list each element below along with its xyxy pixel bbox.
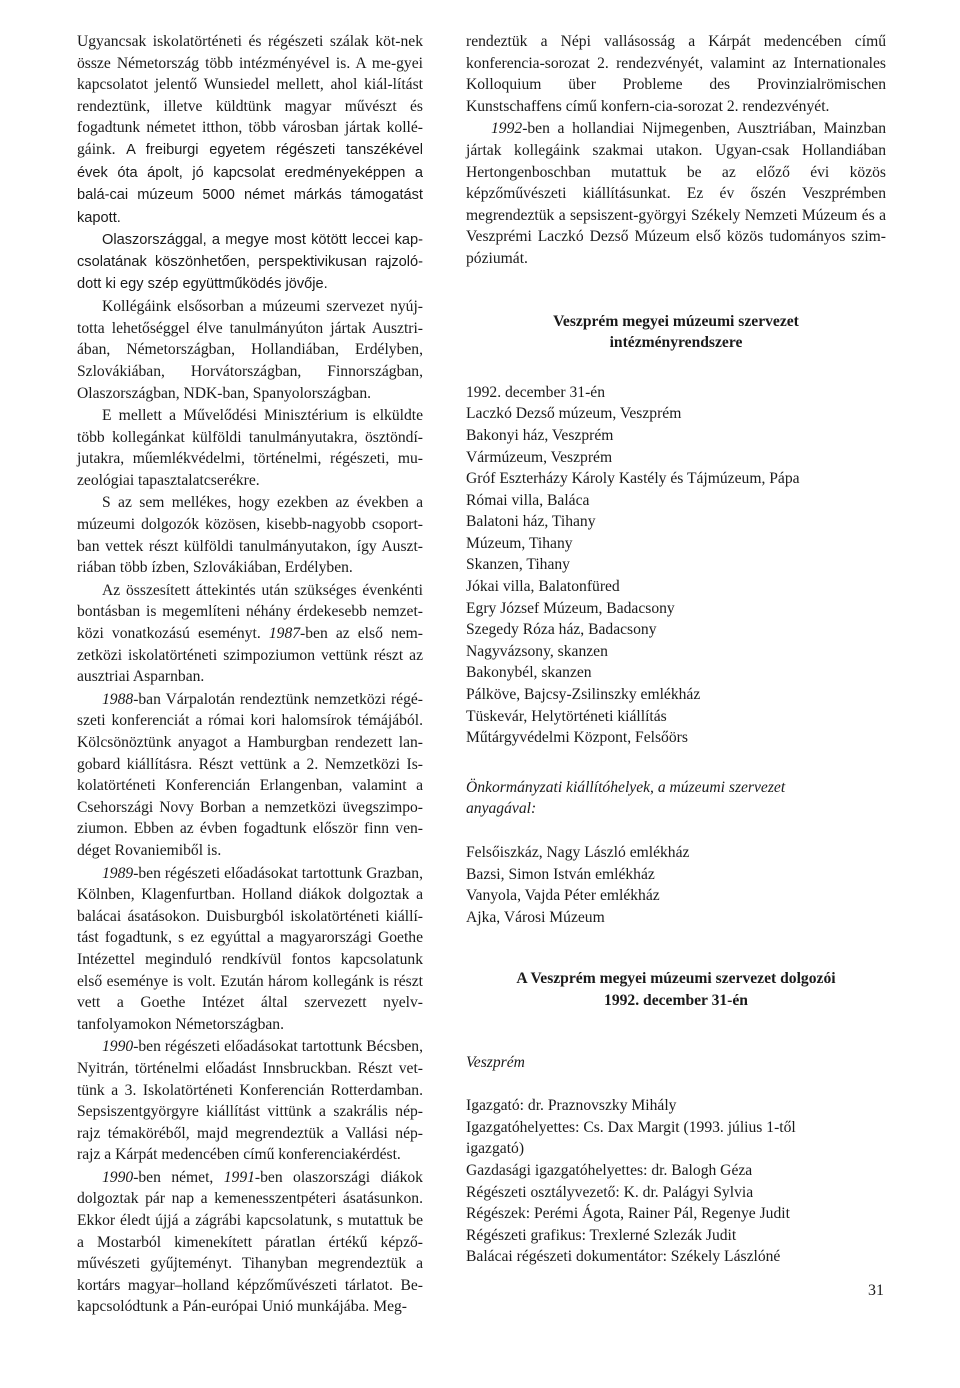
list-item: Régészek: Perémi Ágota, Rainer Pál, Regenye Judit [466,1205,790,1223]
subsection-heading: anyagával: [466,800,537,818]
year: 1990 [102,1168,134,1186]
paragraph-text: -ben régészeti előadásokat tartottunk Grazban, Kölnben, Klagenfurtban. Holland diákok dolgoztak a balácai ásatásokon. Duisburgból iskolatörténeti kiállí-tást fogadtunk, s ez egyúttal a magyarországi Goethe Intézettel meginduló rendkívül fontos kapcsolatunk első eseménye is volt. Ezután három kollegánk is részt vett a Goethe Intézet által szervezett nyelv-tanfolyamokon Németországban. [77,864,423,1033]
paragraph: Olaszországgal, a megye most kötött leccei kap-csolatának köszönhetően, perspektivikusan rajzoló-dott ki egy szép együttműködés jövője. [77,232,423,292]
list-item: Gazdasági igazgatóhelyettes: dr. Balogh Géza [466,1161,753,1179]
list-item: Balatoni ház, Tihany [466,513,596,531]
list-item: Igazgatóhelyettes: Cs. Dax Margit (1993. július 1-től [466,1118,796,1136]
list-item: Jókai villa, Balatonfüred [466,578,620,596]
list-item: Gróf Eszterházy Károly Kastély és Tájmúzeum, Pápa [466,470,800,488]
paragraph: rendeztük a Népi vallásosság a Kárpát medencében című konferencia-sorozat 2. rendezvényét, valamint az Internationales Kolloquium über Probleme des Provinzialrömischen Kunstschaffens című konfern-cia-sorozat 2. rendezvényét. [466,33,886,115]
paragraph [77,1036,423,1166]
spacer [466,1012,886,1052]
year: 1990 [102,1038,134,1056]
paragraph: Kollégáink elsősorban a múzeumi szervezet nyúj-totta lehetőséggel élve tanulmányúton jártak Ausztri-ában, Németországban, Hollandiában, Erdélyben, Szlovákiában, Horvátországban, Finnországban, Olaszországban, NDK-ban, Spanyolországban. [77,298,423,402]
year: 1988 [102,690,134,708]
list-item: Műtárgyvédelmi Központ, Felsőörs [466,729,688,747]
list-item: Régészeti grafikus: Trexlerné Szlezák Judit [466,1226,737,1244]
spacer [466,749,886,777]
list-item: Pálköve, Bajcsy-Zsilinszky emlékház [466,686,701,704]
list-item: Régészeti osztályvezető: K. dr. Palágyi Sylvia [466,1183,754,1201]
list-item: Ajka, Városi Múzeum [466,908,605,926]
left-column [77,31,423,1319]
paragraph-text: -ben olaszországi diákok dolgoztak pár nap a kemenesszentpéteri ásatásunkon. Ekkor éledt újjá a zágrábi kapcsolatunk, s mutattuk be a Mostarból kimenekített páratlan értékű képző-művészeti gyűjteményt. Tihanyban megrendeztük a kortárs magyar–holland képzőművészeti tárlatot. Be-kapcsolódtunk a Pán-európai Unió munkájába. Meg- [77,1168,423,1316]
page-number: 31 [868,1282,884,1299]
year: 1989 [102,864,134,882]
spacer [466,354,886,382]
year: 1987 [268,625,301,643]
paragraph-text-sans: A freiburgi egyetem régészeti tanszékével évek óta ápolt, jó kapcsolat eredményeképpen a balá-cai múzeum 5000 német márkás támogatást kapott. [77,141,423,226]
paragraph [77,863,423,1036]
list-item: 1992. december 31-én [466,383,605,401]
spacer [466,928,886,968]
paragraph-text: Ugyancsak iskolatörténeti és régészeti szálak köt-nek össze Németország több intézményével is. A me-gyei kapcsolatot jelentő Wunsiedel mellett, ahol kiál-lítást rendeztünk, illetve küldtünk magyar művészt és fogadtunk németet itthon, több városban jártak kollé-gáink. [77,33,423,158]
local-sites-list [466,842,886,928]
list-item: Vármúzeum, Veszprém [466,448,613,466]
list-item: Római villa, Baláca [466,491,590,509]
subsection-heading: Önkormányzati kiállítóhelyek, a múzeumi szervezet [466,778,786,796]
year: 1991 [223,1168,255,1186]
list-item: Balácai régészeti dokumentátor: Székely Lászlóné [466,1248,781,1266]
section-heading: Veszprém megyei múzeumi szervezet [553,312,799,330]
list-item: igazgató) [466,1140,525,1158]
paragraph-text: -ben a hollandiai Nijmegenben, Ausztriában, Mainzban jártak kollegáink szakmai utakon. Ugyan-csak Hollandiában Hertongenboschban mutattuk be az előző évi közös képzőművészeti kiállításunkat. Ez év őszén Veszprémben megrendeztük a sepsiszent-györgyi Székely Nemzeti Múzeum és a Veszprémi Laczkó Dezső Múzeum első közös tudományos szim-póziumát. [466,120,886,267]
list-item: Tüskevár, Helytörténeti kiállítás [466,707,667,725]
paragraph [77,1167,423,1318]
paragraph [77,31,423,229]
list-item: Bazsi, Simon István emlékház [466,865,655,883]
spacer [466,271,886,311]
list-item: Igazgató: dr. Praznovszky Mihály [466,1097,677,1115]
list-item: Felsőiszkáz, Nagy László emlékház [466,844,690,861]
list-item: Szegedy Róza ház, Badacsony [466,621,657,639]
paragraph-text: -ban Várpalotán rendeztünk nemzetközi régé-szeti konferenciát a római kori halomsírok témájából. Kölcsönöztünk anyagot a Hamburgban rendezett lan-gobard kiállításra. Részt vettünk a 2. Nemzetközi Is-kolatörténeti Konferencián Erlangenban, valamint a Csehországi Novy Borban a nemzetközi üvegszimpo-ziumon. Ebben az évben fogadtunk először finn ven-déget Rovaniemiből is. [77,690,423,859]
city-heading: Veszprém [466,1053,525,1071]
list-item: Skanzen, Tihany [466,556,570,574]
list-item: Vanyola, Vajda Péter emlékház [466,887,660,905]
paragraph-text: -ben régészeti előadásokat tartottunk Bécsben, Nyitrán, történelmi előadást Innsbruckban. Részt vet-tünk a 3. Iskolatörténeti Konferencián Rotterdamban. Sepsiszentgyörgyre kiállítást vittünk a szakrális nép-rajz témaköréből, majd megrendeztük a Vallási nép-rajz a Kárpát medencében című konferenciakérdést. [77,1038,423,1164]
year: 1992 [491,120,523,138]
paragraph-text: Az összesített áttekintés után szükséges évenkénti bontásban is megemlíteni néhány érdekesebb nemzet-közi vonatkozású eseményt. [77,581,423,643]
section-heading: intézményrendszere [609,334,743,352]
section-heading: A Veszprém megyei múzeumi szervezet dolgozói [516,970,836,988]
paragraph: E mellett a Művelődési Minisztérium is elküldte több kollegánkat külföldi tanulmányutakra, ösztöndí-jutakra, műemlékvédelmi, történelmi, régészeti, mu-zeológiai tapasztalatcserékre. [77,407,423,489]
spacer [466,1073,886,1095]
paragraph [466,118,886,269]
spacer [466,820,886,842]
list-item: Múzeum, Tihany [466,534,573,552]
list-item: Nagyvázsony, skanzen [466,642,608,660]
paragraph-text: -ben német, [133,1168,224,1186]
institution-list [466,382,886,749]
section-heading: 1992. december 31-én [604,991,748,1009]
staff-list [466,1095,886,1268]
list-item: Bakonybél, skanzen [466,664,592,682]
paragraph [77,689,423,862]
paragraph: S az sem mellékes, hogy ezekben az években a múzeumi dolgozók közösen, kisebb-nagyobb csoport-ban vettek részt külföldi tanulmányutakon, így Auszt-riában több ízben, Szlovákiában, Erdélyben. [77,494,423,577]
paragraph-text: -ben az első nem-zetközi iskolatörténeti szimpoziumon vettünk részt az ausztriai Asparnban. [77,625,423,686]
list-item: Bakonyi ház, Veszprém [466,426,614,444]
list-item: Laczkó Dezső múzeum, Veszprém [466,405,682,423]
list-item: Egry József Múzeum, Badacsony [466,599,675,617]
right-column [466,31,886,1268]
paragraph [77,580,423,688]
